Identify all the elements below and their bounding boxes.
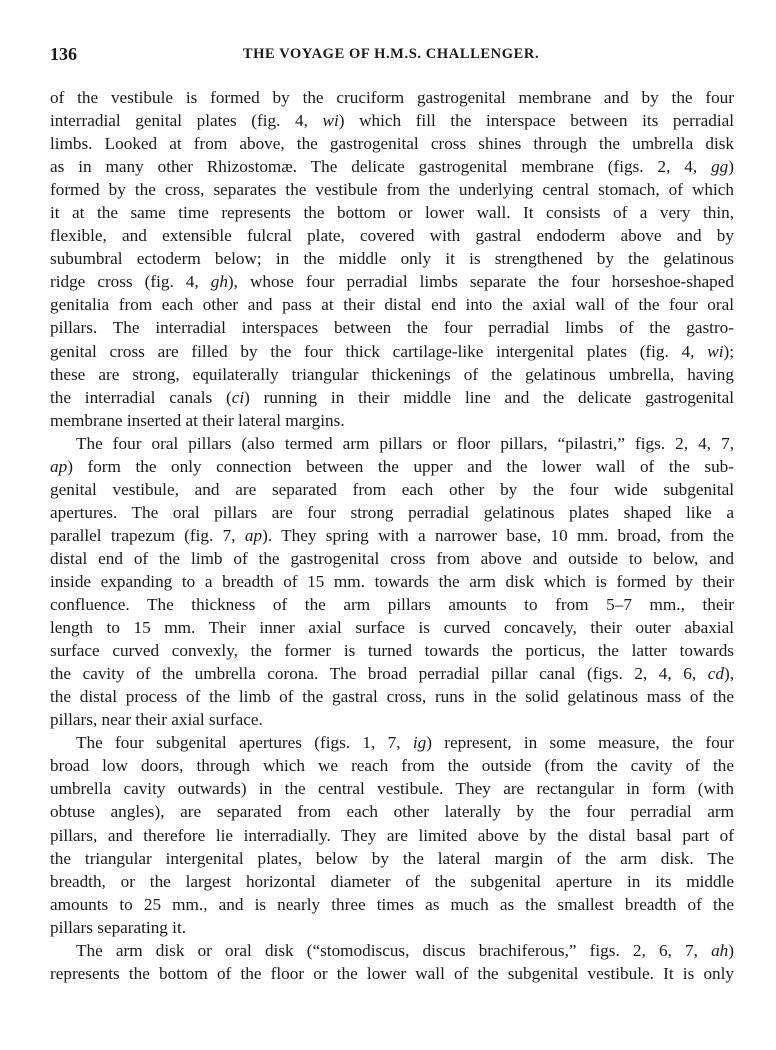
body-text bbox=[50, 86, 734, 985]
text-run: ) running in their middle line and the delicate gastrogenital bbox=[244, 387, 734, 407]
text-run: the triangular intergenital plates, below by the lateral margin of the arm disk. The bbox=[50, 848, 734, 868]
paragraph bbox=[50, 731, 734, 938]
text-run: subumbral ectoderm below; in the middle only it is strengthened by the gelatinous bbox=[50, 249, 734, 269]
text-run: the distal process of the limb of the gastral cross, runs in the solid gelatinous mass of the bbox=[50, 687, 734, 707]
text-line bbox=[50, 455, 734, 478]
text-run: ) represent, in some measure, the four bbox=[426, 733, 734, 753]
page-header bbox=[50, 44, 732, 68]
text-run: confluence. The thickness of the arm pillars amounts to from 5–7 mm., their bbox=[50, 595, 734, 615]
text-line bbox=[50, 224, 734, 247]
text-run: ) which fill the interspace between its perradial bbox=[338, 111, 734, 131]
text-line bbox=[50, 178, 734, 201]
text-line bbox=[50, 293, 734, 316]
italic-label: ah bbox=[711, 940, 729, 960]
text-line bbox=[50, 547, 734, 570]
text-line bbox=[50, 501, 734, 524]
text-line bbox=[50, 201, 734, 224]
text-run: The four subgenital apertures (figs. 1, 7, bbox=[76, 733, 413, 753]
text-run: ridge cross (fig. 4, bbox=[50, 272, 211, 292]
text-run: formed by the cross, separates the vestibule from the underlying central stomach, of which bbox=[50, 180, 734, 200]
text-run: represents the bottom of the floor or the lower wall of the subgenital vestibule. It is only bbox=[50, 963, 734, 983]
text-run: ) bbox=[728, 940, 734, 960]
text-run: limbs. Looked at from above, the gastrogenital cross shines through the umbrella disk bbox=[50, 134, 734, 154]
text-line bbox=[50, 570, 734, 593]
text-line bbox=[50, 340, 734, 363]
text-line bbox=[50, 939, 734, 962]
text-line bbox=[50, 616, 734, 639]
text-run: The arm disk or oral disk (“stomodiscus, discus brachiferous,” figs. 2, 6, 7, bbox=[76, 940, 712, 960]
text-run: these are strong, equilaterally triangular thickenings of the gelatinous umbrella, having bbox=[50, 364, 734, 384]
italic-label: ci bbox=[231, 387, 245, 407]
text-line bbox=[50, 524, 734, 547]
text-run: genital vestibule, and are separated from each other by the four wide subgenital bbox=[50, 479, 734, 499]
italic-label: ig bbox=[412, 733, 427, 753]
text-line bbox=[50, 847, 734, 870]
text-line bbox=[50, 155, 734, 178]
text-run: broad low doors, through which we reach from the outside (from the cavity of the bbox=[50, 756, 734, 776]
text-line bbox=[50, 916, 734, 939]
text-run: surface curved convexly, the former is turned towards the porticus, the latter towards bbox=[50, 641, 734, 661]
italic-label: wi bbox=[707, 341, 724, 361]
text-run: it at the same time represents the bottom or lower wall. It consists of a very thin, bbox=[50, 203, 734, 223]
italic-label: cd bbox=[707, 664, 724, 684]
text-run: ), bbox=[723, 664, 734, 684]
paragraph bbox=[50, 939, 734, 985]
text-run: pillars, near their axial surface. bbox=[50, 710, 263, 730]
text-line bbox=[50, 86, 734, 109]
text-line bbox=[50, 432, 734, 455]
italic-label: ap bbox=[244, 525, 263, 545]
italic-label: wi bbox=[322, 111, 339, 131]
text-line bbox=[50, 409, 734, 432]
text-run: the interradial canals ( bbox=[50, 387, 232, 407]
text-line bbox=[50, 270, 734, 293]
text-line bbox=[50, 478, 734, 501]
text-run: amounts to 25 mm., and is nearly three times as much as the smallest breadth of the bbox=[50, 894, 734, 914]
text-line bbox=[50, 800, 734, 823]
italic-label: gg bbox=[711, 157, 729, 177]
text-line bbox=[50, 593, 734, 616]
page-number: 136 bbox=[50, 44, 77, 64]
text-run: ) form the only connection between the upper and the lower wall of the sub- bbox=[67, 456, 734, 476]
text-run: ); bbox=[723, 341, 734, 361]
text-run: of the vestibule is formed by the cruciform gastrogenital membrane and by the four bbox=[50, 88, 734, 107]
text-run: interradial genital plates (fig. 4, bbox=[50, 111, 323, 131]
text-line bbox=[50, 639, 734, 662]
text-run: genital cross are filled by the four thick cartilage-like intergenital plates (fig. 4, bbox=[50, 341, 708, 361]
text-line bbox=[50, 962, 734, 985]
text-run: the cavity of the umbrella corona. The broad perradial pillar canal (figs. 2, 4, 6, bbox=[50, 664, 708, 684]
text-run: umbrella cavity outwards) in the central vestibule. They are rectangular in form (with bbox=[50, 779, 734, 799]
text-run: obtuse angles), are separated from each other laterally by the four perradial arm bbox=[50, 802, 734, 822]
text-line bbox=[50, 708, 734, 731]
text-line bbox=[50, 777, 734, 800]
text-run: inside expanding to a breadth of 15 mm. towards the arm disk which is formed by their bbox=[50, 571, 734, 591]
text-line bbox=[50, 893, 734, 916]
text-run: breadth, or the largest horizontal diameter of the subgenital aperture in its middle bbox=[50, 871, 734, 891]
text-run: flexible, and extensible fulcral plate, covered with gastral endoderm above and by bbox=[50, 226, 734, 246]
text-run: length to 15 mm. Their inner axial surface is curved concavely, their outer abaxial bbox=[50, 618, 734, 638]
text-line bbox=[50, 754, 734, 777]
text-line bbox=[50, 363, 734, 386]
paragraph bbox=[50, 86, 734, 432]
text-line bbox=[50, 386, 734, 409]
text-line bbox=[50, 662, 734, 685]
text-line bbox=[50, 316, 734, 339]
text-run: pillars separating it. bbox=[50, 917, 187, 937]
text-run: apertures. The oral pillars are four strong perradial gelatinous plates shaped like a bbox=[50, 502, 734, 522]
text-run: as in many other Rhizostomæ. The delicate gastrogenital membrane (figs. 2, 4, bbox=[50, 157, 712, 177]
italic-label: gh bbox=[210, 272, 228, 292]
text-line bbox=[50, 685, 734, 708]
text-run: pillars, and therefore lie interradially. They are limited above by the distal basal part of bbox=[50, 825, 734, 845]
text-run: The four oral pillars (also termed arm pillars or floor pillars, “pilastri,” figs. 2, 4, 7, bbox=[76, 433, 734, 453]
text-line bbox=[50, 731, 734, 754]
text-line bbox=[50, 247, 734, 270]
text-line bbox=[50, 824, 734, 847]
text-run: ). They spring with a narrower base, 10 mm. broad, from the bbox=[262, 525, 734, 545]
text-run: distal end of the limb of the gastrogenital cross from above and outside to below, and bbox=[50, 548, 734, 568]
text-run: ), whose four perradial limbs separate the four horseshoe-shaped bbox=[227, 272, 734, 292]
text-run: membrane inserted at their lateral margins. bbox=[50, 410, 345, 430]
text-line bbox=[50, 109, 734, 132]
text-run: pillars. The interradial interspaces between the four perradial limbs of the gastro- bbox=[50, 318, 734, 338]
text-run: genitalia from each other and pass at their distal end into the axial wall of the four oral bbox=[50, 295, 734, 315]
italic-label: ap bbox=[50, 456, 68, 476]
text-line bbox=[50, 132, 734, 155]
text-run: parallel trapezum (fig. 7, bbox=[50, 525, 245, 545]
paragraph bbox=[50, 432, 734, 732]
running-title: THE VOYAGE OF H.M.S. CHALLENGER. bbox=[242, 46, 540, 62]
text-line bbox=[50, 870, 734, 893]
text-run: ) bbox=[728, 157, 734, 177]
